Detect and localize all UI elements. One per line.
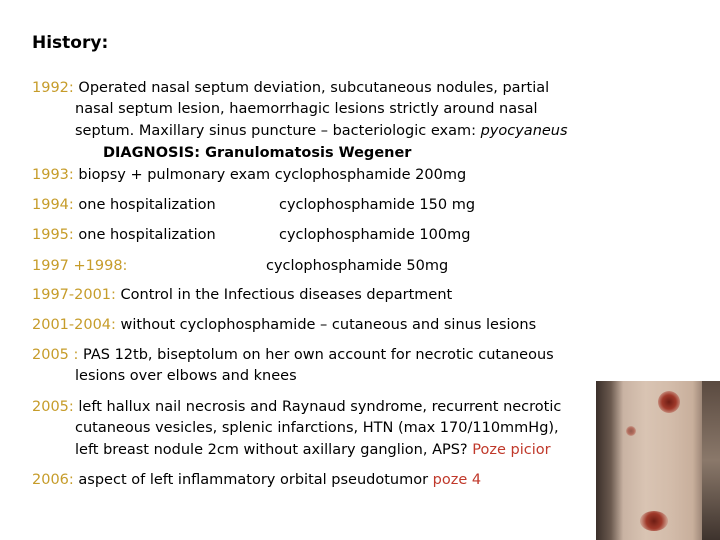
entry-1993-text: biopsy + pulmonary exam cyclophosphamide 200mg — [73, 167, 467, 183]
page-title: History: — [32, 33, 109, 53]
entry-1997-2001-year: 1997-2001: — [32, 287, 116, 303]
entry-1994-dose: cyclophosphamide 150 mg — [279, 197, 476, 213]
entry-2001-2004-year: 2001-2004: — [32, 317, 116, 333]
entry-2006 — [32, 470, 481, 490]
entry-2005a-line-1 — [32, 345, 554, 365]
entry-2005b-text-2: cutaneous vesicles, splenic infarctions, HTN (max 170/110mmHg), — [75, 420, 559, 436]
entry-1993 — [32, 165, 466, 185]
entry-2005a-text-2: lesions over elbows and knees — [75, 368, 297, 384]
entry-1997-1998-year: 1997 +1998: — [32, 258, 128, 274]
entry-1992-text-2: nasal septum lesion, haemorrhagic lesions strictly around nasal — [75, 101, 538, 117]
entry-2005a-text-1: PAS 12tb, biseptolum on her own account for necrotic cutaneous — [78, 347, 554, 363]
entry-2005b-text-3: left breast nodule 2cm without axillary ganglion, APS? — [75, 442, 473, 458]
entry-1995 — [32, 225, 216, 245]
entry-1994-year: 1994: — [32, 197, 74, 213]
entry-1995-text: one hospitalization — [73, 227, 216, 243]
entry-2005a-year: 2005 : — [32, 347, 79, 363]
entry-1992-year: 1992: — [32, 80, 74, 96]
entry-1992-text-1: Operated nasal septum deviation, subcutaneous nodules, partial — [73, 80, 550, 96]
entry-2005b-year: 2005: — [32, 399, 74, 415]
entry-1993-year: 1993: — [32, 167, 74, 183]
lesion-upper — [658, 391, 680, 413]
entry-2005b-text-1: left hallux nail necrosis and Raynaud syndrome, recurrent necrotic — [73, 399, 562, 415]
poze-picior-link[interactable]: Poze picior — [472, 442, 551, 458]
entry-2005b-line-1 — [32, 397, 561, 417]
entry-2005b-line-3 — [75, 440, 551, 460]
entry-2006-text: aspect of left inflammatory orbital pseudotumor — [73, 472, 433, 488]
entry-2001-2004 — [32, 315, 536, 335]
photo-background — [702, 381, 720, 540]
pyocyaneus-text: pyocyaneus — [480, 123, 568, 139]
entry-1997-2001-text: Control in the Infectious diseases department — [115, 287, 453, 303]
entry-1995-dose: cyclophosphamide 100mg — [279, 227, 471, 243]
poze-4-link[interactable]: poze 4 — [432, 472, 482, 488]
entry-1994 — [32, 195, 216, 215]
lesion-small — [626, 426, 636, 436]
lesion-lower — [640, 511, 668, 531]
entry-2001-2004-text: without cyclophosphamide – cutaneous and sinus lesions — [115, 317, 537, 333]
entry-1995-year: 1995: — [32, 227, 74, 243]
entry-1997-1998-dose: cyclophosphamide 50mg — [266, 258, 449, 274]
entry-1992-line-3 — [75, 121, 568, 141]
entry-1997-2001 — [32, 285, 452, 305]
diagnosis-text: DIAGNOSIS: Granulomatosis Wegener — [103, 145, 412, 161]
entry-2006-year: 2006: — [32, 472, 74, 488]
leg-lesions-photo — [596, 381, 720, 540]
entry-1992-text-3: septum. Maxillary sinus puncture – bacteriologic exam: — [75, 123, 481, 139]
entry-1994-text: one hospitalization — [73, 197, 216, 213]
entry-1992-line-1 — [32, 78, 549, 98]
